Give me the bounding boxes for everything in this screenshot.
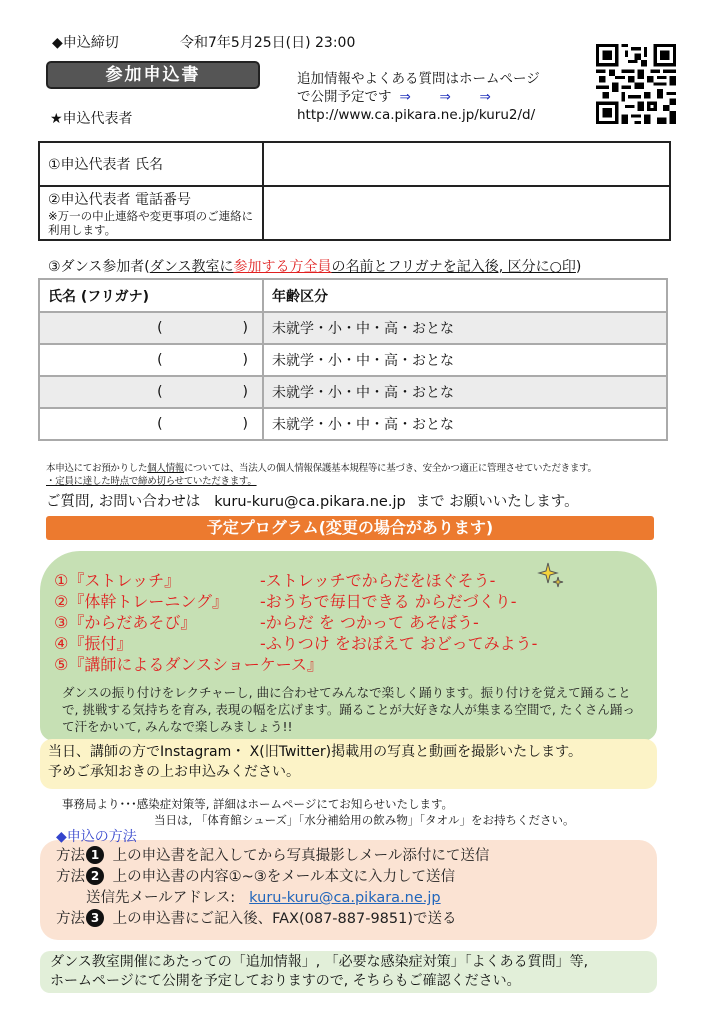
program-item-name: ⑤『講師によるダンスショーケース』: [54, 655, 323, 674]
showcase-description: ダンスの振り付けをレクチャーし, 曲に合わせてみんなで楽しく踊ります。振り付けを覚えて踊ることで, 挑戦する気持ちを育み, 表現の幅を広げます。踊ることが大好きな人が集まる空間で, たくさん踊って汗をかいて, みんなで楽しみましょう!!: [62, 685, 635, 734]
paren-open: (: [157, 416, 163, 432]
table-header-row: [39, 279, 667, 312]
deadline-label: ◆申込締切: [52, 35, 119, 51]
dancer-name-field[interactable]: [39, 408, 263, 440]
program-item: [54, 654, 537, 675]
capacity-notice: ・定員に達した時点で締め切らせていただきます。: [46, 476, 257, 487]
number-badge-icon: 2: [86, 867, 104, 885]
table-row: [39, 344, 667, 376]
paren-close: ): [242, 320, 248, 336]
contact-suffix: まで お願いいたします。: [415, 494, 579, 510]
representative-label: ★申込代表者: [50, 111, 133, 127]
privacy-suffix: については、当法人の個人情報保護基本規程等に基づき、安全かつ適正に管理させていただきます。: [184, 463, 597, 474]
number-badge-icon: 3: [86, 909, 104, 927]
method-text: 上の申込書にご記入後、FAX(087-887-9851)で送る: [112, 911, 457, 927]
header-age-category: 年齢区分: [263, 279, 667, 312]
method-prefix: 方法: [56, 911, 85, 927]
paren-close: ): [242, 416, 248, 432]
program-item-name: ③『からだあそび』: [54, 613, 197, 632]
dancer-category[interactable]: 未就学・小・中・高・おとな: [263, 408, 667, 440]
qr-code-icon[interactable]: [596, 44, 676, 124]
program-item-name: ②『体幹トレーニング』: [54, 592, 229, 611]
photo-notice-line-1: 当日、講師の方でInstagram・ X(旧Twitter)掲載用の写真と動画を撮影いたします。: [48, 744, 582, 760]
dancer-category[interactable]: 未就学・小・中・高・おとな: [263, 312, 667, 344]
contact-line: [46, 490, 579, 511]
program-item-desc: -おうちで毎日できる からだづくり-: [260, 592, 517, 611]
contact-email[interactable]: kuru-kuru@ca.pikara.ne.jp: [214, 494, 406, 510]
method-prefix: 方法: [56, 848, 85, 864]
program-item: [54, 591, 537, 612]
program-item-name: ①『ストレッチ』: [54, 571, 181, 590]
arrow-icon: ⇒: [439, 89, 451, 105]
arrows: [400, 89, 520, 105]
program-item: [54, 633, 537, 654]
info-line-2-text: で公開予定です: [297, 89, 392, 105]
dancers-title-prefix: ③ダンス参加者(: [48, 259, 150, 275]
method-text: 上の申込書を記入してから写真撮影しメール添付にて送信: [112, 848, 490, 864]
dancers-title-highlight: 参加する方全員: [233, 259, 332, 275]
method-text: 上の申込書の内容①~③をメール本文に入力して送信: [112, 869, 455, 885]
photo-notice-line-2: 予めご承知おきの上お申込みください。: [48, 764, 300, 780]
program-item: [54, 612, 537, 633]
paren-close: ): [242, 384, 248, 400]
rep-phone-label-text: ②申込代表者 電話番号: [48, 192, 192, 208]
arrow-icon: ⇒: [399, 89, 411, 105]
method-item: [56, 846, 489, 867]
rep-name-field[interactable]: [263, 142, 670, 186]
contact-prefix: ご質問, お問い合わせは: [46, 494, 201, 510]
program-item-name: ④『振付』: [54, 634, 133, 653]
header-name: 氏名 (フリガナ): [39, 279, 263, 312]
dancers-title-part2: の名前とフリガナを記入後, 区分に○印: [331, 259, 576, 275]
footer-line-1: ダンス教室開催にあたっての「追加情報」, 「必要な感染症対策」「よくある質問」等,: [50, 954, 589, 970]
homepage-url[interactable]: http://www.ca.pikara.ne.jp/kuru2/d/: [297, 107, 536, 123]
deadline-value: 令和7年5月25日(日) 23:00: [180, 35, 356, 51]
dancer-name-field[interactable]: [39, 344, 263, 376]
footer-notice: [40, 951, 657, 993]
method-prefix: 方法: [56, 869, 85, 885]
table-row: [39, 408, 667, 440]
number-badge-icon: 1: [86, 846, 104, 864]
rep-name-label-text: ①申込代表者 氏名: [48, 157, 164, 173]
methods-list: [56, 846, 489, 930]
table-row: [39, 312, 667, 344]
office-notice: [62, 796, 575, 828]
deadline: [52, 32, 355, 52]
method-item: [56, 909, 489, 930]
info-line-2: [297, 88, 540, 106]
privacy-notice: [46, 462, 597, 488]
privacy-keyword: 個人情報: [147, 463, 185, 474]
homepage-info: [297, 70, 540, 124]
email-link[interactable]: kuru-kuru@ca.pikara.ne.jp: [249, 890, 441, 906]
dancers-table: [38, 278, 668, 441]
form-title: 参加申込書: [46, 61, 260, 89]
paren-close: ): [242, 352, 248, 368]
privacy-prefix: 本申込にてお預かりした: [46, 463, 148, 474]
program-item: [54, 570, 537, 591]
program-item-desc: -からだ を つかって あそぼう-: [260, 613, 479, 632]
dancers-title: [48, 256, 581, 276]
dancers-title-part1: ダンス教室に: [149, 259, 234, 275]
sparkle-icon: [537, 561, 567, 591]
office-notice-line-2: 当日は, 「体育館シューズ」「水分補給用の飲み物」「タオル」をお持ちください。: [154, 813, 575, 827]
table-row: [39, 186, 670, 240]
dancer-name-field[interactable]: [39, 376, 263, 408]
representative-table: [38, 141, 671, 241]
rep-phone-note: ※万一の中止連絡や変更事項のご連絡に利用します。: [48, 209, 254, 237]
dancers-title-suffix: ): [575, 259, 582, 275]
program-banner: 予定プログラム(変更の場合があります): [46, 516, 654, 540]
method-item: [56, 867, 489, 888]
photo-notice: [40, 739, 657, 789]
table-row: [39, 142, 670, 186]
program-item-desc: -ストレッチでからだをほぐそう-: [260, 571, 496, 590]
info-line-1: 追加情報やよくある質問はホームページ: [297, 71, 540, 87]
dancer-name-field[interactable]: [39, 312, 263, 344]
rep-phone-field[interactable]: [263, 186, 670, 240]
footer-line-2: ホームページにて公開を予定しておりますので, そちらもご確認ください。: [50, 973, 521, 989]
program-list: [54, 570, 537, 675]
paren-open: (: [157, 320, 163, 336]
email-label: 送信先メールアドレス:: [86, 890, 236, 906]
method-email: [56, 888, 489, 909]
table-row: [39, 376, 667, 408]
rep-phone-label: [39, 186, 263, 240]
paren-open: (: [157, 384, 163, 400]
paren-open: (: [157, 352, 163, 368]
office-notice-line-1: 事務局より･･･感染症対策等, 詳細はホームページにてお知らせいたします。: [62, 797, 454, 811]
methods-title: ◆申込の方法: [56, 829, 137, 845]
rep-name-label: [39, 142, 263, 186]
dancer-category[interactable]: 未就学・小・中・高・おとな: [263, 344, 667, 376]
dancer-category[interactable]: 未就学・小・中・高・おとな: [263, 376, 667, 408]
arrow-icon: ⇒: [479, 89, 491, 105]
privacy-line-1: [46, 462, 597, 475]
program-item-desc: -ふりつけ をおぼえて おどってみよう-: [260, 634, 538, 653]
